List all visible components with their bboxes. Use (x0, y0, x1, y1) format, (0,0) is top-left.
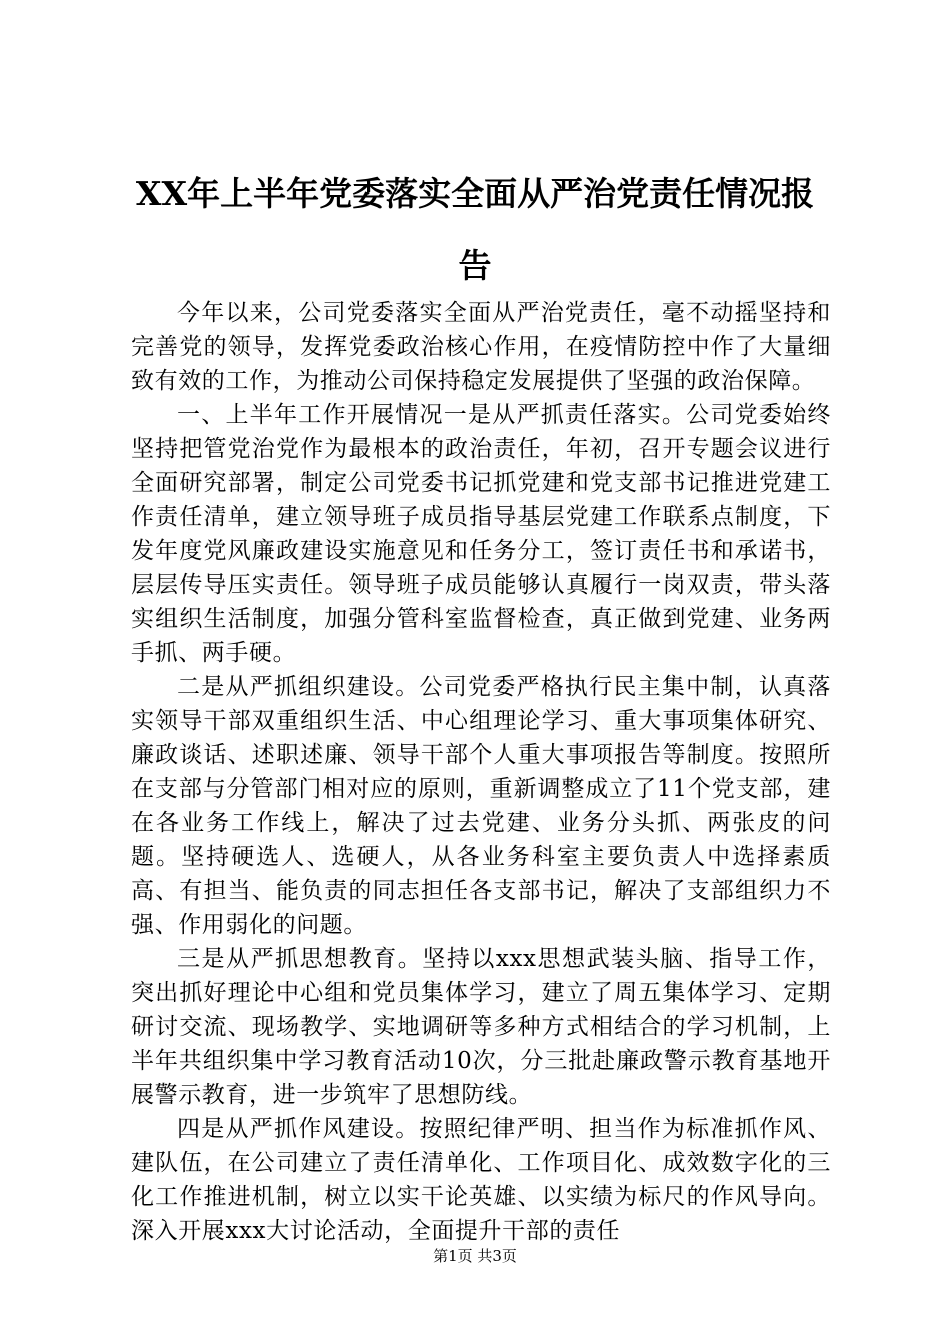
document-title: XX年上半年党委落实全面从严治党责任情况报告 (135, 174, 815, 285)
paragraph-education: 三是从严抓思想教育。坚持以xxx思想武装头脑、指导工作，突出抓好理论中心组和党员集体学习，建立了周五集体学习、定期研讨交流、现场教学、实地调研等多种方式相结合的学习机制，上半年共组织集中学习教育活动10次，分三批赴廉政警示教育基地开展警示教育，进一步筑牢了思想防线。 (131, 946, 831, 1108)
page-footer: 第1页 共3页 (433, 1247, 517, 1265)
paragraph-organization: 二是从严抓组织建设。公司党委严格执行民主集中制，认真落实领导干部双重组织生活、中心组理论学习、重大事项集体研究、廉政谈话、述职述廉、领导干部个人重大事项报告等制度。按照所在支部与分管部门相对应的原则，重新调整成立了11个党支部，建在各业务工作线上，解决了过去党建、业务分头抓、两张皮的问题。坚持硬选人、选硬人，从各业务科室主要负责人中选择素质高、有担当、能负责的同志担任各支部书记，解决了支部组织力不强、作用弱化的问题。 (131, 674, 831, 938)
paragraph-intro: 今年以来，公司党委落实全面从严治党责任，毫不动摇坚持和完善党的领导，发挥党委政治核心作用，在疫情防控中作了大量细致有效的工作，为推动公司保持稳定发展提供了坚强的政治保障。 (131, 300, 831, 394)
paragraph-responsibility: 一、上半年工作开展情况一是从严抓责任落实。公司党委始终坚持把管党治党作为最根本的政治责任，年初，召开专题会议进行全面研究部署，制定公司党委书记抓党建和党支部书记推进党建工作责任清单，建立领导班子成员指导基层党建工作联系点制度，下发年度党风廉政建设实施意见和任务分工，签订责任书和承诺书，层层传导压实责任。领导班子成员能够认真履行一岗双责，带头落实组织生活制度，加强分管科室监督检查，真正做到党建、业务两手抓、两手硬。 (131, 402, 831, 666)
paragraph-style: 四是从严抓作风建设。按照纪律严明、担当作为标准抓作风、建队伍，在公司建立了责任清单化、工作项目化、成效数字化的三化工作推进机制，树立以实干论英雄、以实绩为标尺的作风导向。深入开展xxx大讨论活动，全面提升干部的责任 (131, 1116, 831, 1244)
document-body (131, 296, 831, 1248)
